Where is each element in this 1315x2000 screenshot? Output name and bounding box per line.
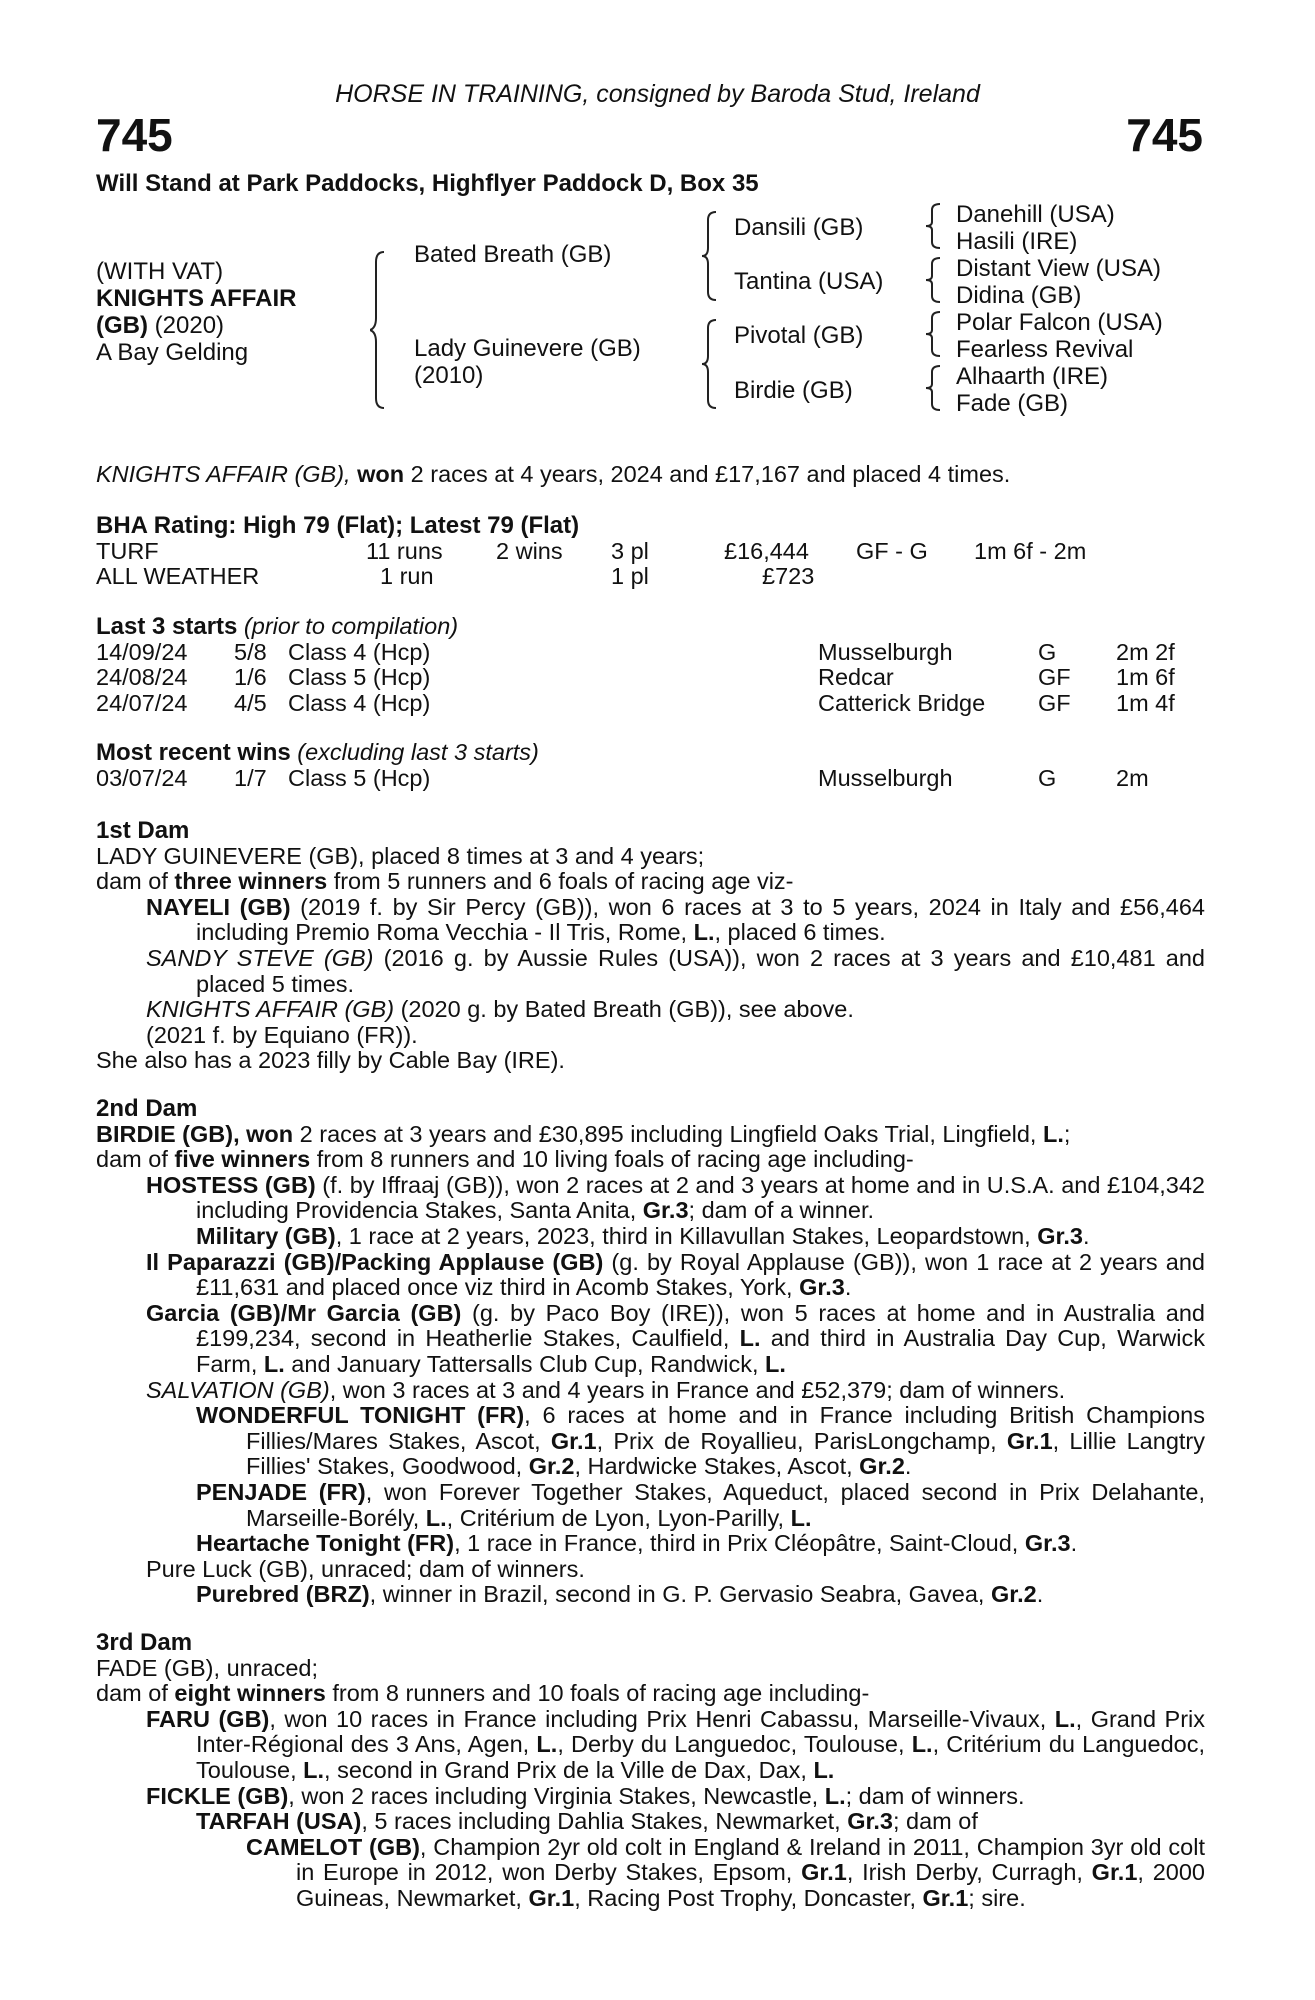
pedigree-brace-3c xyxy=(926,310,942,358)
pedigree-sire: Bated Breath (GB) xyxy=(414,241,612,268)
dam3-line: FADE (GB), unraced; xyxy=(96,1654,319,1681)
dam1-line: LADY GUINEVERE (GB), placed 8 times at 3 and 4 years; xyxy=(96,842,705,869)
win-row: 03/07/24 1/7 Class 5 (Hcp) Musselburgh G 2m xyxy=(96,764,1149,791)
dam1-title: 1st Dam xyxy=(96,817,190,844)
third-dam-section xyxy=(96,1630,1205,1912)
dam3-produce-line: dam of eight winners from 8 runners and 10 foals of racing age including- xyxy=(96,1680,870,1707)
dam2-entry: Garcia (GB)/Mr Garcia (GB) (g. by Paco Boy (IRE)), won 5 races at home and in Australia and £199,234, second in Heatherlie Stakes, Caulfield, L. and third in Australia Day Cup, Warwick Farm, L. and January Tattersalls Club Cup, Randwick, L. xyxy=(146,1299,1205,1377)
summary-text: 2 races at 4 years, 2024 and £17,167 and placed 4 times. xyxy=(404,461,1011,487)
horse-identity xyxy=(96,258,296,366)
dam1-entry: NAYELI (GB) (2019 f. by Sir Percy (GB)), won 6 races at 3 to 5 years, 2024 in Italy and £56,464 including Premio Roma Vecchia - Il Tris, Rome, L., placed 6 times. xyxy=(146,893,1205,946)
pedigree-dam-sire: Pivotal (GB) xyxy=(734,322,864,349)
dam2-entry: HOSTESS (GB) (f. by Iffraaj (GB)), won 2 races at 2 and 3 years at home and in U.S.A. and £104,342 including Providencia Stakes, Santa Anita, Gr.3; dam of a winner. xyxy=(146,1171,1206,1224)
recent-title: Most recent wins xyxy=(96,739,291,766)
last3-note: (prior to compilation) xyxy=(237,613,459,639)
consignment-header: HORSE IN TRAINING, consigned by Baroda Stud, Ireland xyxy=(335,80,980,108)
start-row: 24/08/24 1/6 Class 5 (Hcp) Redcar GF 1m 6f xyxy=(96,664,1175,691)
pedigree-brace-1 xyxy=(370,250,390,410)
last-three-starts xyxy=(96,614,1205,716)
pedigree-dam: Lady Guinevere (GB) xyxy=(414,335,641,362)
pedigree-brace-3a xyxy=(926,202,942,250)
rating-row-aw: ALL WEATHER 1 run 1 pl £723 xyxy=(96,563,815,590)
dam1-entry: KNIGHTS AFFAIR (GB) (2020 g. by Bated Breath (GB)), see above. xyxy=(146,996,854,1023)
pedigree-ddd: Fade (GB) xyxy=(956,390,1069,417)
horse-suffix: (GB) xyxy=(96,312,148,339)
dam2-entry: Purebred (BRZ), winner in Brazil, second in G. P. Gervasio Seabra, Gavea, Gr.2. xyxy=(196,1581,1044,1608)
dam1-entry: (2021 f. by Equiano (FR)). xyxy=(146,1021,418,1048)
dam1-entry: SANDY STEVE (GB) (2016 g. by Aussie Rules (USA)), won 2 races at 3 years and £10,481 and placed 5 times. xyxy=(146,944,1205,997)
pedigree-ssd: Hasili (IRE) xyxy=(956,228,1078,255)
summary-won: won xyxy=(357,461,405,487)
dam3-title: 3rd Dam xyxy=(96,1629,193,1656)
recent-note: (excluding last 3 starts) xyxy=(290,739,539,765)
stand-location: Will Stand at Park Paddocks, Highflyer Paddock D, Box 35 xyxy=(96,170,759,197)
dam2-entry: Pure Luck (GB), unraced; dam of winners. xyxy=(146,1555,585,1582)
pedigree-sire-dam: Tantina (USA) xyxy=(734,268,884,295)
pedigree-brace-2b xyxy=(702,318,720,410)
dam2-title: 2nd Dam xyxy=(96,1095,198,1122)
dam3-entry: CAMELOT (GB), Champion 2yr old colt in England & Ireland in 2011, Champion 3yr old colt in Europe in 2012, won Derby Stakes, Epsom, Gr.1, Irish Derby, Curragh, Gr.1, 2000 Guineas, Newmarket, Gr.1, Racing Post Trophy, Doncaster, Gr.1; sire. xyxy=(246,1833,1205,1911)
rating-section xyxy=(96,513,1205,590)
rating-row-turf: TURF 11 runs 2 wins 3 pl £16,444 GF - G 1m 6f - 2m xyxy=(96,537,1087,564)
pedigree-brace-2a xyxy=(702,210,720,302)
pedigree-brace-3b xyxy=(926,256,942,304)
dam2-entry: PENJADE (FR), won Forever Together Stakes, Aqueduct, placed second in Prix Delahante, Marseille-Borély, L., Critérium de Lyon, Lyon-Parilly, L. xyxy=(196,1478,1205,1531)
horse-year: (2020) xyxy=(147,312,225,339)
dam1-footnote: She also has a 2023 filly by Cable Bay (IRE). xyxy=(96,1047,565,1074)
dam2-entry: Heartache Tonight (FR), 1 race in France, third in Prix Cléopâtre, Saint-Cloud, Gr.3. xyxy=(196,1530,1078,1557)
pedigree-sss: Danehill (USA) xyxy=(956,201,1115,228)
last3-title: Last 3 starts xyxy=(96,613,238,640)
pedigree-dam-year: (2010) xyxy=(414,362,484,389)
dam1-produce-line: dam of three winners from 5 runners and 6 foals of racing age viz- xyxy=(96,868,794,895)
vat-note: (WITH VAT) xyxy=(96,258,224,285)
lot-number-left: 745 xyxy=(96,109,173,161)
dam2-produce-line: dam of five winners from 8 runners and 10 living foals of racing age including- xyxy=(96,1146,914,1173)
dam2-entry: Military (GB), 1 race at 2 years, 2023, third in Killavullan Stakes, Leopardstown, Gr.3. xyxy=(196,1222,1090,1249)
start-row: 14/09/24 5/8 Class 4 (Hcp) Musselburgh G 2m 2f xyxy=(96,638,1175,665)
dam3-entry: TARFAH (USA), 5 races including Dahlia Stakes, Newmarket, Gr.3; dam of xyxy=(196,1808,978,1835)
race-summary xyxy=(96,462,1205,488)
summary-name: KNIGHTS AFFAIR (GB), xyxy=(96,461,351,487)
pedigree-dam-dam: Birdie (GB) xyxy=(734,377,853,404)
dam2-entry: WONDERFUL TONIGHT (FR), 6 races at home and in France including British Champions Fillies/Mares Stakes, Ascot, Gr.1, Prix de Royallieu, ParisLongchamp, Gr.1, Lillie Langtry Fillies' Stakes, Goodwood, Gr.2, Hardwicke Stakes, Ascot, Gr.2. xyxy=(196,1402,1206,1480)
rating-title: BHA Rating: High 79 (Flat); Latest 79 (Flat) xyxy=(96,512,580,539)
pedigree-sdd: Didina (GB) xyxy=(956,282,1082,309)
pedigree-dds: Alhaarth (IRE) xyxy=(956,363,1109,390)
most-recent-wins xyxy=(96,740,1205,791)
horse-description: A Bay Gelding xyxy=(96,339,249,366)
lot-number-right: 745 xyxy=(1126,109,1203,161)
pedigree-dsd: Fearless Revival xyxy=(956,336,1134,363)
pedigree-sire-sire: Dansili (GB) xyxy=(734,214,864,241)
dam2-entry: SALVATION (GB), won 3 races at 3 and 4 years in France and £52,379; dam of winners. xyxy=(146,1376,1066,1403)
pedigree-brace-3d xyxy=(926,364,942,412)
second-dam-section xyxy=(96,1096,1205,1608)
start-row: 24/07/24 4/5 Class 4 (Hcp) Catterick Bridge GF 1m 4f xyxy=(96,689,1175,716)
first-dam-section xyxy=(96,818,1205,1074)
dam3-entry: FICKLE (GB), won 2 races including Virginia Stakes, Newcastle, L.; dam of winners. xyxy=(146,1782,1025,1809)
dam2-line: BIRDIE (GB), won 2 races at 3 years and £30,895 including Lingfield Oaks Trial, Lingfield, L.; xyxy=(96,1120,1071,1147)
dam2-entry: Il Paparazzi (GB)/Packing Applause (GB) (g. by Royal Applause (GB)), won 1 race at 2 years and £11,631 and placed once viz third in Acomb Stakes, York, Gr.3. xyxy=(146,1248,1205,1301)
dam3-entry: FARU (GB), won 10 races in France including Prix Henri Cabassu, Marseille-Vivaux, L., Grand Prix Inter-Régional des 3 Ans, Agen, L., Derby du Languedoc, Toulouse, L., Critérium du Languedoc, Toulouse, L., second in Grand Prix de la Ville de Dax, Dax, L. xyxy=(146,1705,1205,1783)
pedigree-dss: Polar Falcon (USA) xyxy=(956,309,1163,336)
horse-name: KNIGHTS AFFAIR xyxy=(96,285,297,312)
pedigree-sds: Distant View (USA) xyxy=(956,255,1161,282)
